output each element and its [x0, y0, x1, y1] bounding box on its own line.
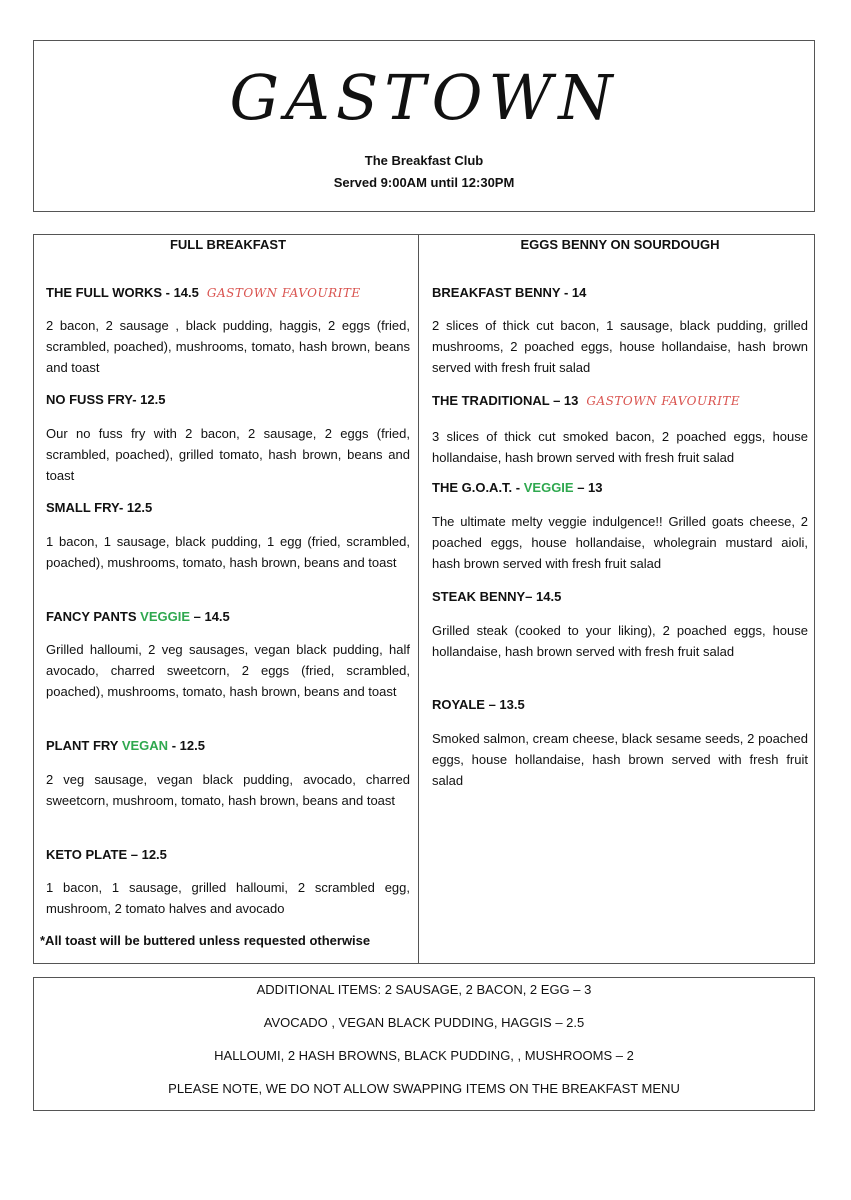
section-heading: FULL BREAKFAST: [169, 237, 287, 252]
menu-item-title: STEAK BENNY– 14.5: [432, 589, 562, 604]
menu-item-title: NO FUSS FRY- 12.5: [46, 392, 166, 407]
swap-policy-note: PLEASE NOTE, WE DO NOT ALLOW SWAPPING ITEMS ON THE BREAKFAST MENU: [168, 1081, 680, 1096]
item-price: – 13: [573, 480, 603, 495]
menu-item-title: [432, 393, 808, 408]
item-name: THE TRADITIONAL – 13: [432, 393, 579, 408]
item-name: FANCY PANTS: [46, 609, 141, 624]
additional-items: [33, 977, 815, 1111]
menu-item-description: 3 slices of thick cut smoked bacon, 2 poached eggs, house hollandaise, hash brown served with fresh fruit salad: [432, 429, 808, 465]
menu-item-description: 2 veg sausage, vegan black pudding, avocado, charred sweetcorn, mushroom, tomato, hash brown, beans and toast: [46, 772, 410, 808]
menu-item-title: [46, 285, 410, 300]
additional-items-line: AVOCADO , VEGAN BLACK PUDDING, HAGGIS – 2.5: [263, 1015, 585, 1030]
menu-subtitle: The Breakfast Club: [364, 153, 484, 168]
item-name: THE G.O.A.T. -: [432, 480, 524, 495]
item-name: PLANT FRY: [46, 738, 122, 753]
menu-item-title: [46, 738, 410, 753]
menu-item-description: 2 bacon, 2 sausage , black pudding, haggis, 2 eggs (fried, scrambled, poached), mushrooms, tomato, hash brown, beans and toast: [46, 318, 410, 375]
breakfast-menu: [33, 234, 815, 964]
restaurant-logo: GASTOWN: [229, 61, 619, 134]
menu-item-description: 1 bacon, 1 sausage, grilled halloumi, 2 scrambled egg, mushroom, 2 tomato halves and avocado: [46, 880, 410, 916]
column-divider: [418, 235, 419, 963]
additional-items-line: ADDITIONAL ITEMS: 2 SAUSAGE, 2 BACON, 2 EGG – 3: [256, 982, 592, 997]
item-name: THE FULL WORKS - 14.5: [46, 285, 199, 300]
menu-item-title: [432, 480, 808, 495]
item-price: – 14.5: [190, 609, 230, 624]
menu-item-title: KETO PLATE – 12.5: [46, 847, 167, 862]
favourite-badge: GASTOWN FAVOURITE: [586, 394, 741, 408]
favourite-badge: GASTOWN FAVOURITE: [206, 286, 361, 300]
item-price: - 12.5: [168, 738, 205, 753]
menu-item-description: Grilled halloumi, 2 veg sausages, vegan black pudding, half avocado, charred sweetcorn, 2 eggs (fried, scrambled, poached), mushrooms, tomato, hash brown, beans and toast: [46, 642, 410, 699]
menu-item-title: [46, 609, 410, 624]
additional-items-line: HALLOUMI, 2 HASH BROWNS, BLACK PUDDING, , MUSHROOMS – 2: [214, 1048, 634, 1063]
menu-item-title: BREAKFAST BENNY - 14: [432, 285, 587, 300]
section-heading: EGGS BENNY ON SOURDOUGH: [520, 237, 720, 252]
veggie-tag: VEGGIE: [140, 609, 191, 624]
toast-note: *All toast will be buttered unless requested otherwise: [40, 933, 371, 948]
vegan-tag: VEGAN: [121, 738, 169, 753]
menu-item-description: The ultimate melty veggie indulgence!! Grilled goats cheese, 2 poached eggs, house hollandaise, wholegrain mustard aioli, hash brown served with fresh fruit salad: [432, 514, 808, 571]
menu-item-description: Grilled steak (cooked to your liking), 2 poached eggs, house hollandaise, hash brown served with fresh fruit salad: [432, 623, 808, 659]
menu-item-description: Smoked salmon, cream cheese, black sesame seeds, 2 poached eggs, house hollandaise, hash brown served with fresh fruit salad: [432, 731, 808, 788]
serving-hours: Served 9:00AM until 12:30PM: [333, 175, 515, 190]
menu-item-title: SMALL FRY- 12.5: [46, 500, 153, 515]
menu-header: [33, 40, 815, 212]
menu-item-description: 2 slices of thick cut bacon, 1 sausage, black pudding, grilled mushrooms, 2 poached eggs, house hollandaise, hash brown served with fresh fruit salad: [432, 318, 808, 375]
menu-item-description: 1 bacon, 1 sausage, black pudding, 1 egg (fried, scrambled, poached), mushrooms, tomato, hash brown, beans and toast: [46, 534, 410, 570]
menu-item-title: ROYALE – 13.5: [432, 697, 525, 712]
menu-item-description: Our no fuss fry with 2 bacon, 2 sausage, 2 eggs (fried, scrambled, poached), grilled tomato, hash brown, beans and toast: [46, 426, 410, 483]
veggie-tag: VEGGIE: [523, 480, 574, 495]
